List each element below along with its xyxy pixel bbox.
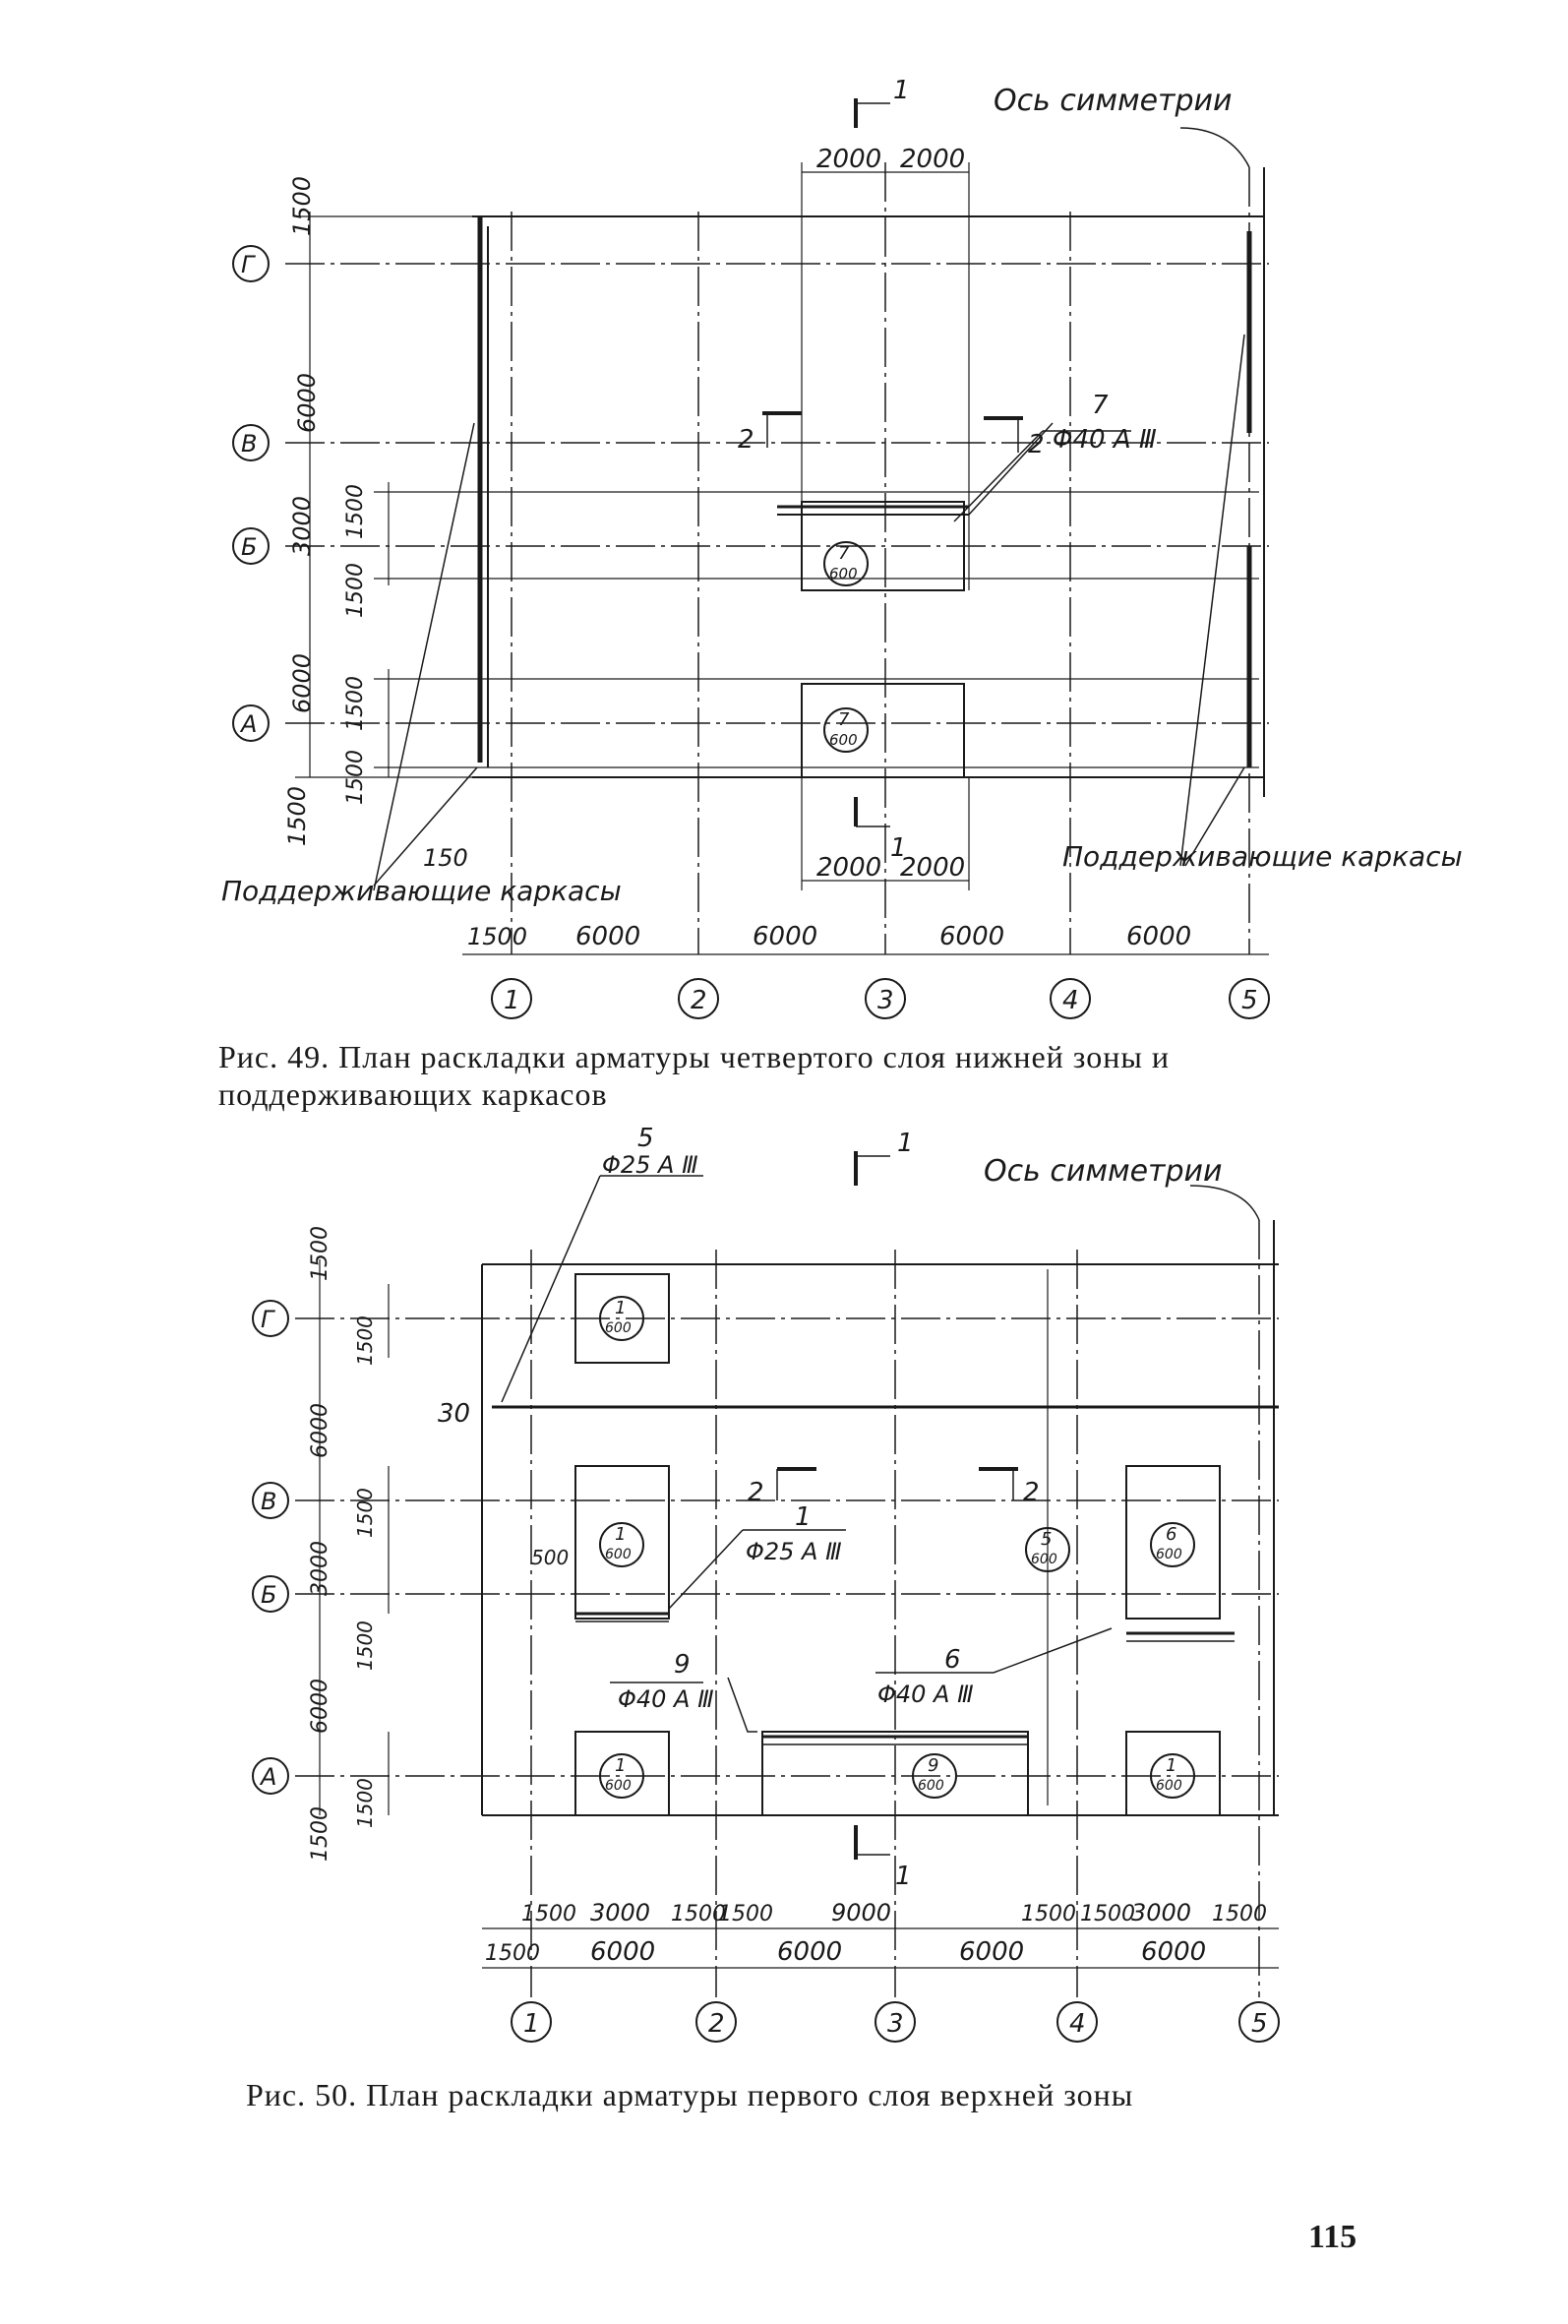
column-axis2-1: 1 [523,2009,540,2039]
row-axis-A: А [241,710,258,738]
section-2-right: 2 [1028,430,1045,459]
tag-1-den: 600 [829,565,858,582]
upper-dim-2: 3000 [590,1899,651,1926]
column-axis2-2: 2 [708,2009,725,2039]
tag-2-num: 7 [838,709,850,730]
callout-5-spec: Φ25 A Ⅲ [602,1151,698,1179]
inner-dim-1: 1500 [343,484,368,539]
upper-dim-6: 1500 [1021,1902,1076,1926]
tag-1-num: 7 [838,543,850,564]
tag2-7-num: 1 [1166,1755,1177,1776]
tag2-2-num: 1 [615,1524,627,1545]
callout-1-number: 1 [795,1502,812,1532]
section-2-left-2: 2 [748,1478,764,1507]
left-dim-1500-top: 1500 [288,175,316,236]
section-1-top-2: 1 [897,1129,914,1158]
offset-dim-30: 30 [438,1399,471,1429]
figure-50-drawing [0,1112,1568,2039]
upper-dim-5: 9000 [831,1899,892,1926]
section-1-bottom: 1 [890,833,907,863]
tag2-4-num: 5 [1041,1529,1053,1550]
axis2-dim-6000-1: 6000 [590,1937,656,1967]
callout-5-number: 5 [637,1124,654,1153]
tag2-2-den: 600 [605,1547,632,1562]
section-1-top: 1 [893,76,910,105]
left-dim2-3000: 3000 [308,1541,332,1596]
section-2-left: 2 [738,425,754,455]
left-dim-3000: 3000 [288,495,316,556]
figure-50-labels [259,1124,1268,2039]
column-axis2-4: 4 [1069,2009,1086,2039]
column-axis-5: 5 [1241,986,1258,1015]
tag2-3-num: 1 [615,1755,627,1776]
page-number: 115 [1308,2219,1357,2255]
axis2-dim-6000-3: 6000 [959,1937,1025,1967]
top-dim-1: 2000 [816,145,882,174]
figure-49 [0,0,1568,1023]
axis-dim-6000-4: 6000 [1126,922,1192,951]
inner-dim2-2: 1500 [353,1488,377,1538]
upper-dim-1: 1500 [521,1902,576,1926]
row-axis2-B: Б [261,1581,277,1609]
tag2-1-den: 600 [605,1320,632,1336]
inner-dim2-3: 1500 [353,1621,377,1671]
symmetry-axis-label-2: Ось симметрии [984,1154,1223,1189]
row-axis2-A: А [261,1763,277,1791]
column-axis-3: 3 [877,986,894,1015]
tag2-6-num: 9 [928,1755,939,1776]
tag2-7-den: 600 [1156,1778,1182,1794]
column-axis2-5: 5 [1251,2009,1268,2039]
left-dim-1500-bottom: 1500 [283,785,311,846]
inner-dim-4: 1500 [343,750,368,805]
inner-dim-2: 1500 [343,563,368,618]
callout-1-spec: Φ25 A Ⅲ [746,1538,842,1565]
inner-dim-3: 1500 [343,676,368,731]
axis2-dim-1500: 1500 [485,1941,540,1966]
axis-dim-6000-3: 6000 [939,922,1005,951]
row-axis-V: В [241,430,258,458]
figure-50 [0,1112,1568,2039]
callout-9-number: 9 [674,1650,691,1680]
tag2-5-den: 600 [1156,1547,1182,1562]
upper-dim-4: 1500 [718,1902,773,1926]
axis2-dim-6000-2: 6000 [777,1937,843,1967]
axis2-dim-6000-4: 6000 [1141,1937,1207,1967]
left-dim2-6000-b: 6000 [308,1679,332,1734]
column-axis-4: 4 [1062,986,1079,1015]
bottom-dim-1: 2000 [816,853,882,883]
support-label-right: Поддерживающие каркасы [1062,840,1463,873]
upper-dim-9: 1500 [1212,1902,1267,1926]
tag2-4-den: 600 [1031,1552,1057,1567]
row-axis-G: Г [241,251,255,278]
upper-dim-3: 1500 [671,1902,726,1926]
bar-7-number: 7 [1092,391,1109,420]
bottom-dim-2: 2000 [900,853,966,883]
bar-7-spec: Φ40 A Ⅲ [1053,425,1157,455]
axis-dim-6000-2: 6000 [753,922,818,951]
column-axis-1: 1 [504,986,520,1015]
upper-dim-7: 1500 [1080,1902,1135,1926]
figure-49-drawing [0,0,1568,1023]
top-dim-2: 2000 [900,145,966,174]
support-label-left: Поддерживающие каркасы [221,875,622,907]
column-axis-2: 2 [691,986,707,1015]
column-axis2-3: 3 [887,2009,904,2039]
tag-2-den: 600 [829,731,858,749]
axis-dim-6000-1: 6000 [575,922,641,951]
figure-49-caption: Рис. 49. План раскладки арматуры четвертого слоя нижней зоны и поддерживающих каркасов [218,1039,1170,1112]
inner-dim2-1: 1500 [353,1315,377,1366]
left-dim2-6000-a: 6000 [308,1403,332,1458]
row-axis2-V: В [261,1488,277,1515]
symmetry-axis-label: Ось симметрии [994,84,1233,118]
small-dim-500: 500 [531,1546,570,1569]
inner-dim2-4: 1500 [353,1778,377,1828]
row-axis2-G: Г [261,1306,274,1333]
tag2-1-num: 1 [615,1298,627,1318]
row-axis-B: Б [241,533,258,561]
left-dim2-1500-bottom: 1500 [308,1806,332,1862]
tag2-5-num: 6 [1166,1524,1177,1545]
section-2-right-2: 2 [1023,1478,1040,1507]
figure-50-caption: Рис. 50. План раскладки арматуры первого слоя верхней зоны [246,2077,1134,2112]
left-dim-6000-b: 6000 [288,652,316,713]
offset-dim-150: 150 [423,844,468,872]
upper-dim-8: 3000 [1131,1899,1192,1926]
tag2-6-den: 600 [918,1778,944,1794]
axis-dim-1500: 1500 [467,923,528,950]
callout-9-spec: Φ40 A Ⅲ [618,1685,714,1713]
section-1-bottom-2: 1 [895,1862,912,1891]
tag2-3-den: 600 [605,1778,632,1794]
left-dim-6000-a: 6000 [293,372,321,433]
callout-6-number: 6 [944,1645,961,1675]
left-dim2-1500-top: 1500 [308,1226,332,1281]
callout-6-spec: Φ40 A Ⅲ [877,1681,974,1708]
